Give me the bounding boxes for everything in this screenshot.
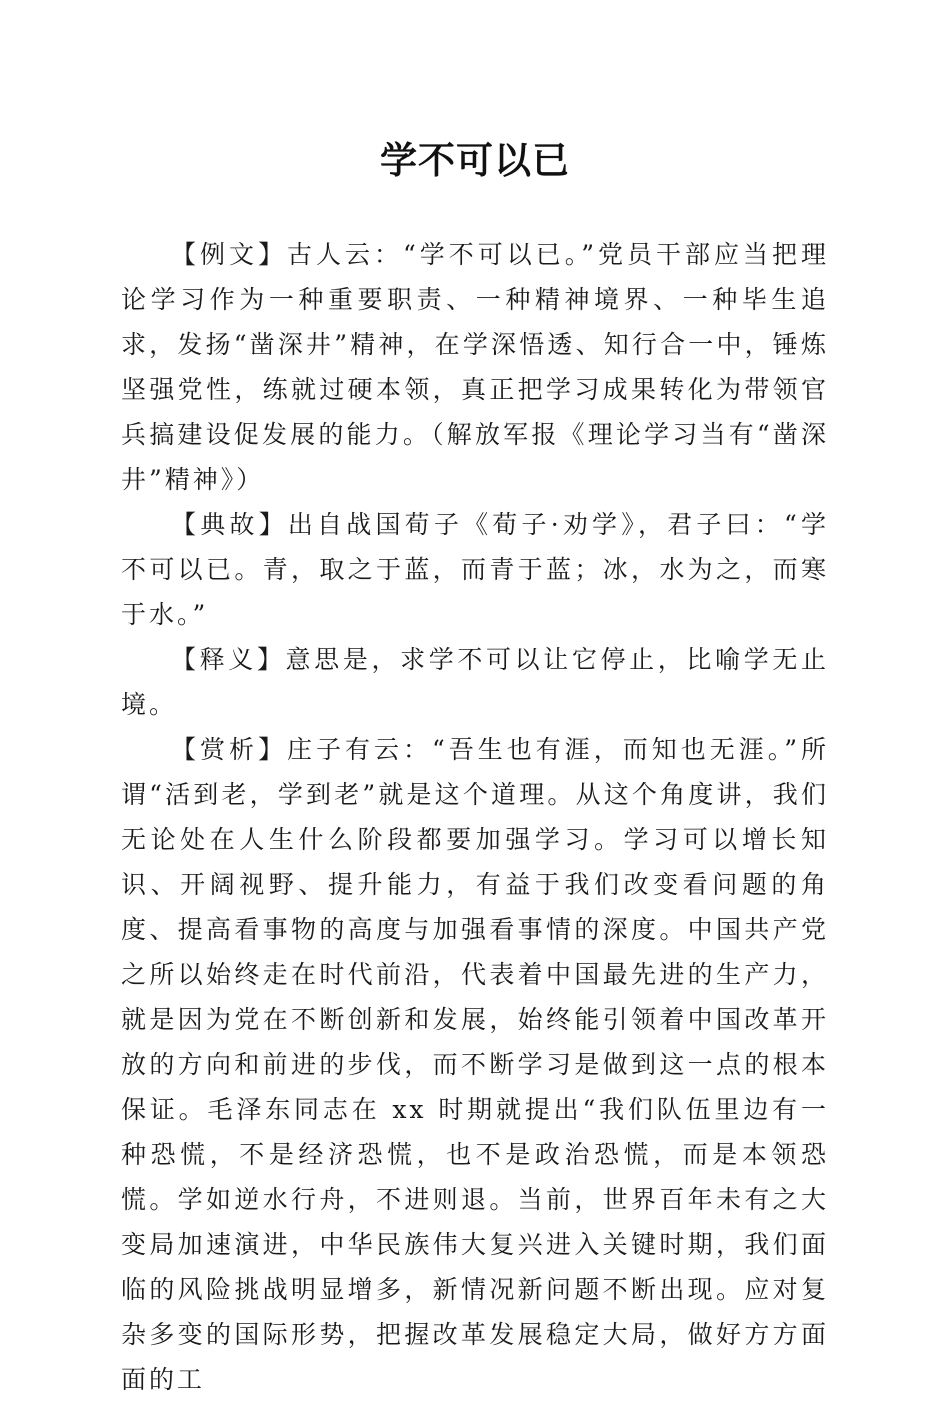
- paragraph-example: [121, 232, 829, 502]
- paragraph-text: 意思是，求学不可以让它停止，比喻学无止境。: [121, 645, 829, 719]
- paragraph-appreciation: [121, 727, 829, 1402]
- document-title: 学不可以已: [380, 138, 570, 182]
- paragraph-label: 【典故】: [171, 510, 288, 539]
- paragraph-label: 【例文】: [171, 240, 287, 269]
- paragraph-meaning: [121, 637, 829, 727]
- paragraph-text: 古人云：“学不可以已。”党员干部应当把理论学习作为一种重要职责、一种精神境界、一种毕生追求，发扬“凿深井”精神，在学深悟透、知行合一中，锤炼坚强党性，练就过硬本领，真正把学习成果转化为带领官兵搞建设促发展的能力。（解放军报《理论学习当有“凿深井”精神》）: [121, 240, 829, 494]
- document-body: [121, 232, 829, 1402]
- paragraph-allusion: [121, 502, 829, 637]
- paragraph-text: 出自战国荀子《荀子·劝学》，君子曰：“学不可以已。青，取之于蓝，而青于蓝；冰，水为之，而寒于水。”: [121, 510, 829, 629]
- paragraph-label: 【释义】: [171, 645, 286, 674]
- paragraph-label: 【赏析】: [171, 735, 287, 764]
- paragraph-text: 庄子有云：“吾生也有涯，而知也无涯。”所谓“活到老，学到老”就是这个道理。从这个角度讲，我们无论处在人生什么阶段都要加强学习。学习可以增长知识、开阔视野、提升能力，有益于我们改变看问题的角度、提高看事物的高度与加强看事情的深度。中国共产党之所以始终走在时代前沿，代表着中国最先进的生产力，就是因为党在不断创新和发展，始终能引领着中国改革开放的方向和前进的步伐，而不断学习是做到这一点的根本保证。毛泽东同志在 xx 时期就提出“我们队伍里边有一种恐慌，不是经济恐慌，也不是政治恐慌，而是本领恐慌。学如逆水行舟，不进则退。当前，世界百年未有之大变局加速演进，中华民族伟大复兴进入关键时期，我们面临的风险挑战明显增多，新情况新问题不断出现。应对复杂多变的国际形势，把握改革发展稳定大局，做好方方面面的工: [121, 735, 829, 1394]
